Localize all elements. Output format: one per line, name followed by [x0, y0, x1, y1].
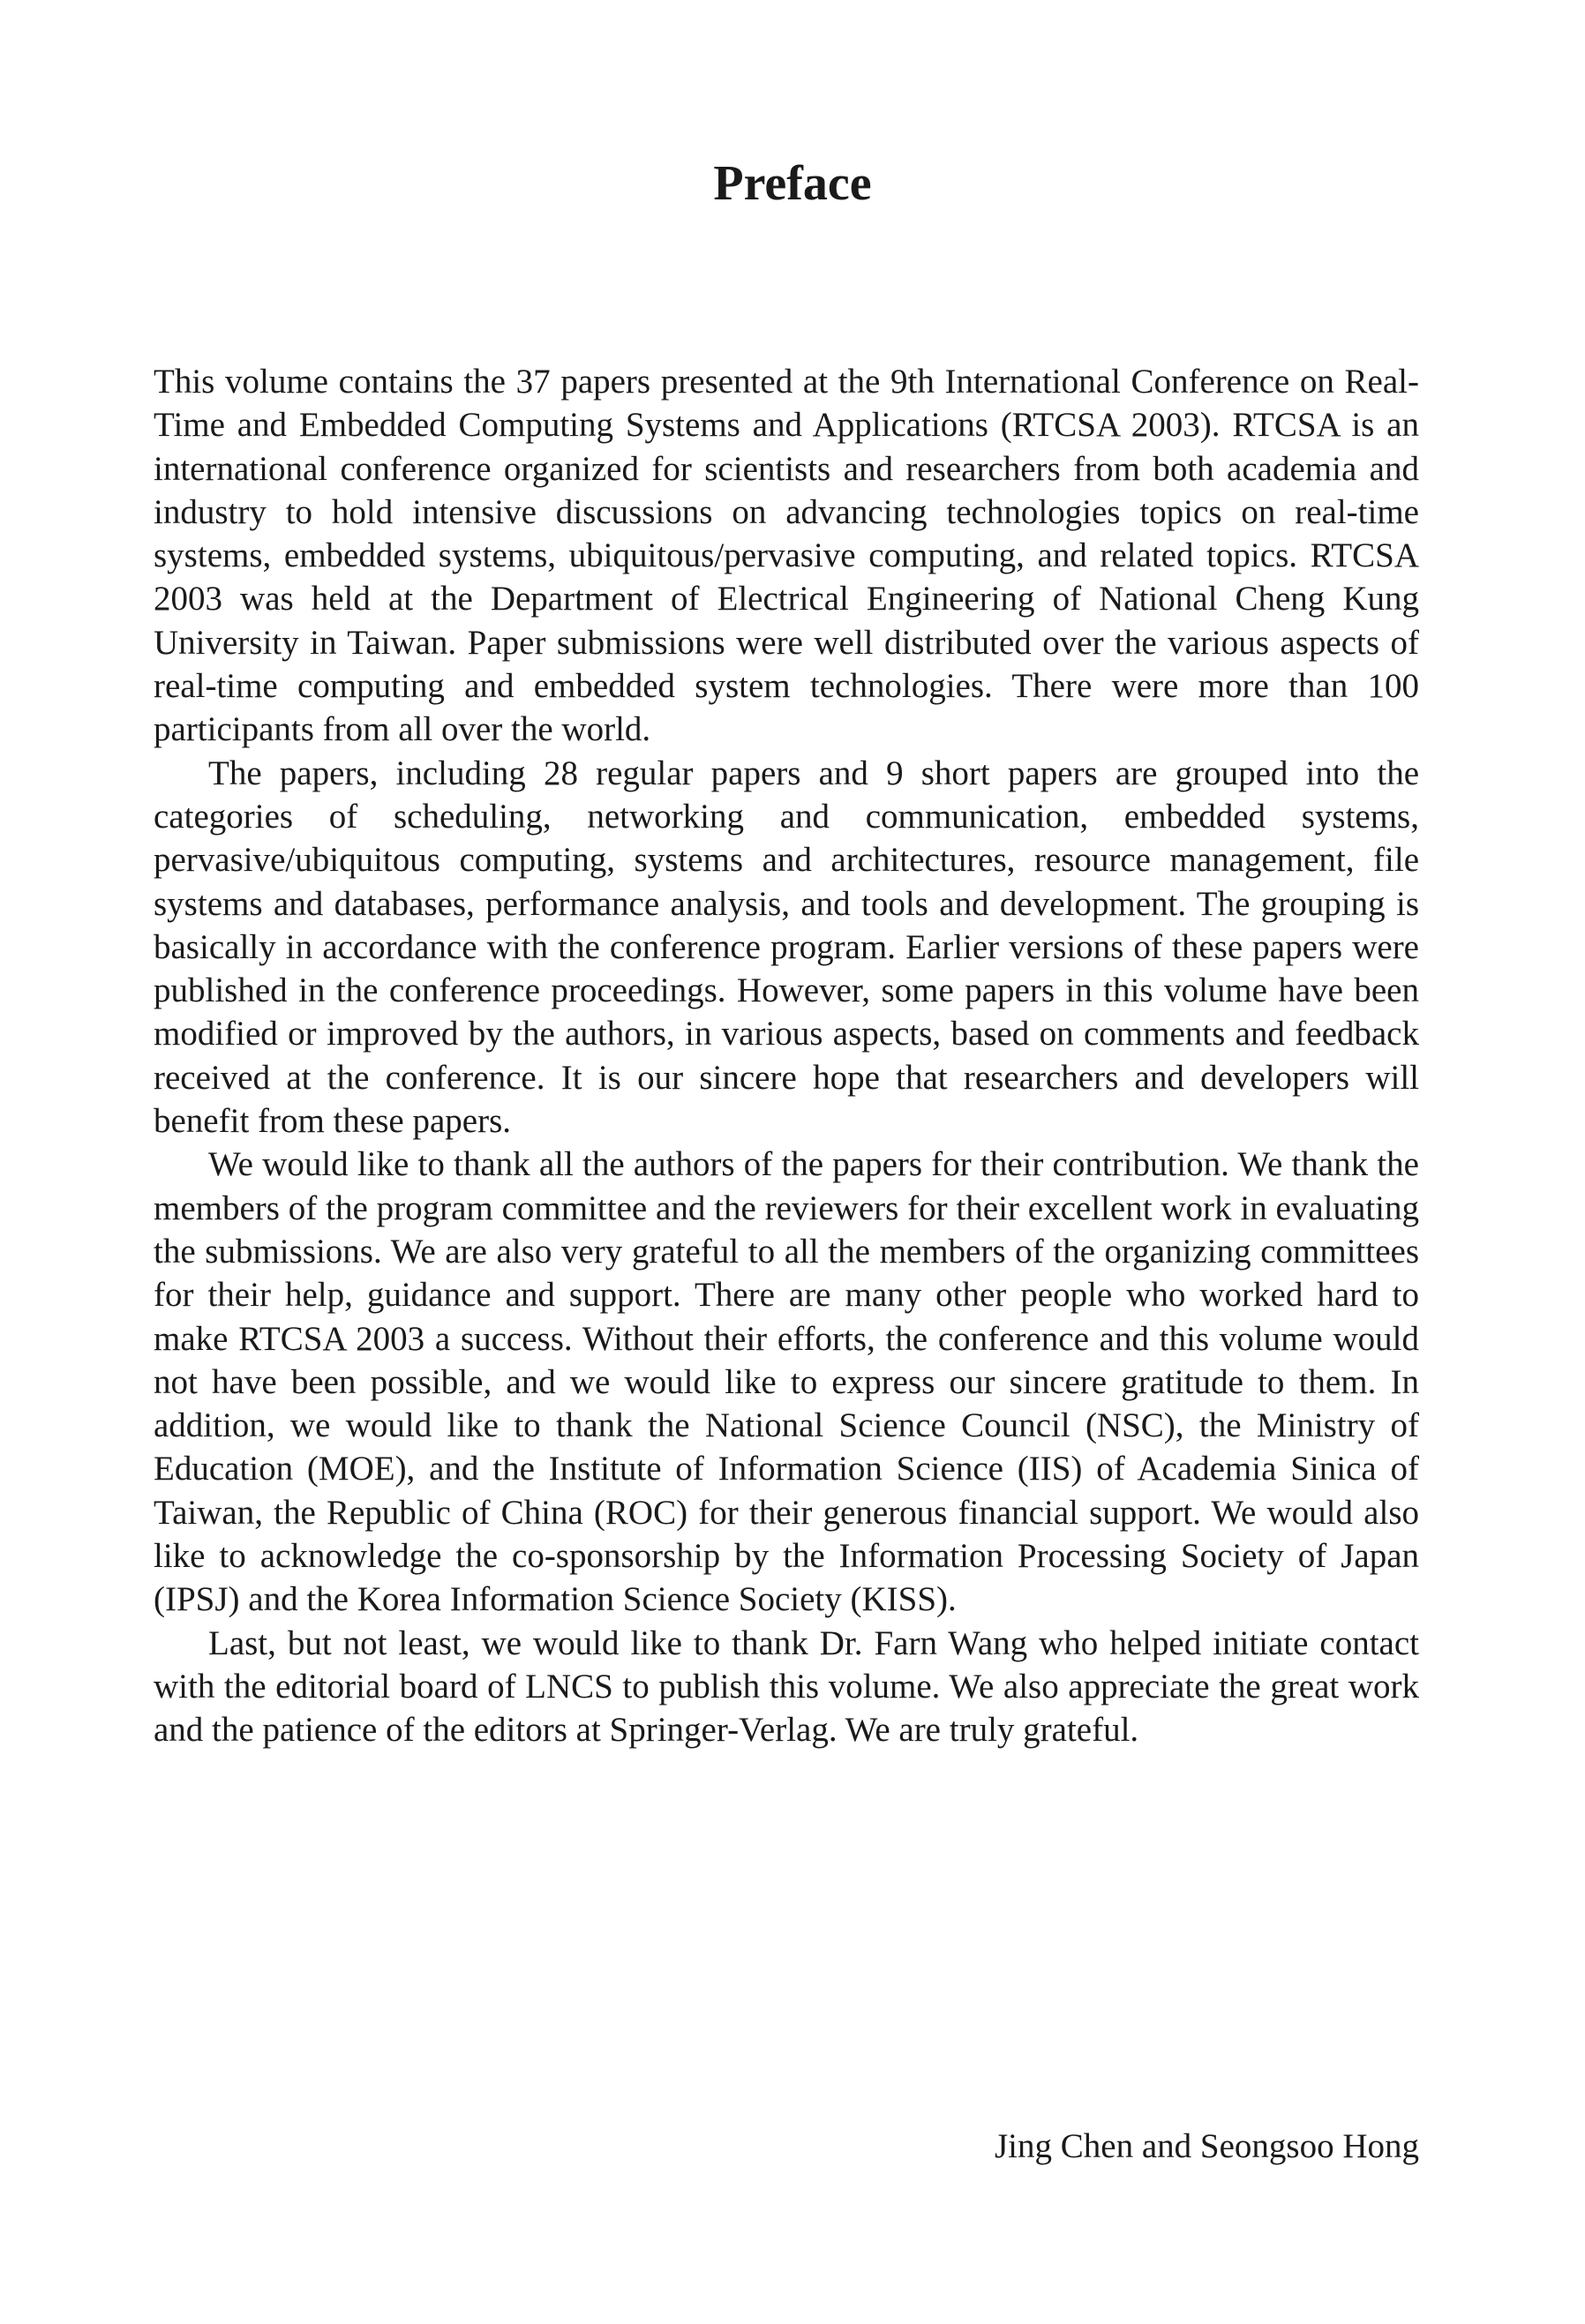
page-title: Preface — [713, 156, 872, 211]
paragraph-acknowledgements: We would like to thank all the authors of the papers for their contribution. We thank the members of the program committee and the reviewers for their excellent work in evaluating the submissions. We are also very grateful to all the members of the organizing committees for their help, guidance and support. There are many other people who worked hard to make RTCSA 2003 a success. Without their efforts, the conference and this volume would not have been possible, and we would like to express our sincere gratitude to them. In addition, we would like to thank the National Science Council (NSC), the Ministry of Education (MOE), and the Institute of Information Science (IIS) of Academia Sinica of Taiwan, the Republic of China (ROC) for their generous financial support. We would also like to acknowledge the co-sponsorship by the Information Processing Society of Japan (IPSJ) and the Korea Information Science Society (KISS). — [154, 1145, 1419, 1619]
paragraph-paper-categories: The papers, including 28 regular papers and 9 short papers are grouped into the categories of scheduling, networking and communication, embedded systems, pervasive/ubiquitous computing, systems and architectures, resource management, file systems and databases, performance analysis, and tools and development. The grouping is basically in accordance with the conference program. Earlier versions of these papers were published in the conference proceedings. However, some papers in this volume have been modified or improved by the authors, in various aspects, based on comments and feedback received at the conference. It is our sincere hope that researchers and developers will benefit from these papers. — [154, 753, 1419, 1141]
editors-signature: Jing Chen and Seongsoo Hong — [995, 2127, 1419, 2165]
paragraph-introduction: This volume contains the 37 papers presented at the 9th International Conference on Real-Time and Embedded Computing Systems and Applications (RTCSA 2003). RTCSA is an international conference organized for scientists and researchers from both academia and industry to hold intensive discussions on advancing technologies topics on real-time systems, embedded systems, ubiquitous/pervasive computing, and related topics. RTCSA 2003 was held at the Department of Electrical Engineering of National Cheng Kung University in Taiwan. Paper submissions were well distributed over the various aspects of real-time computing and embedded system technologies. There were more than 100 participants from all over the world. — [154, 363, 1419, 749]
paragraph-closing-thanks: Last, but not least, we would like to thank Dr. Farn Wang who helped initiate contact with the editorial board of LNCS to publish this volume. We also appreciate the great work and the patience of the editors at Springer-Verlag. We are truly grateful. — [154, 1623, 1419, 1750]
preface-body — [154, 360, 1419, 1752]
